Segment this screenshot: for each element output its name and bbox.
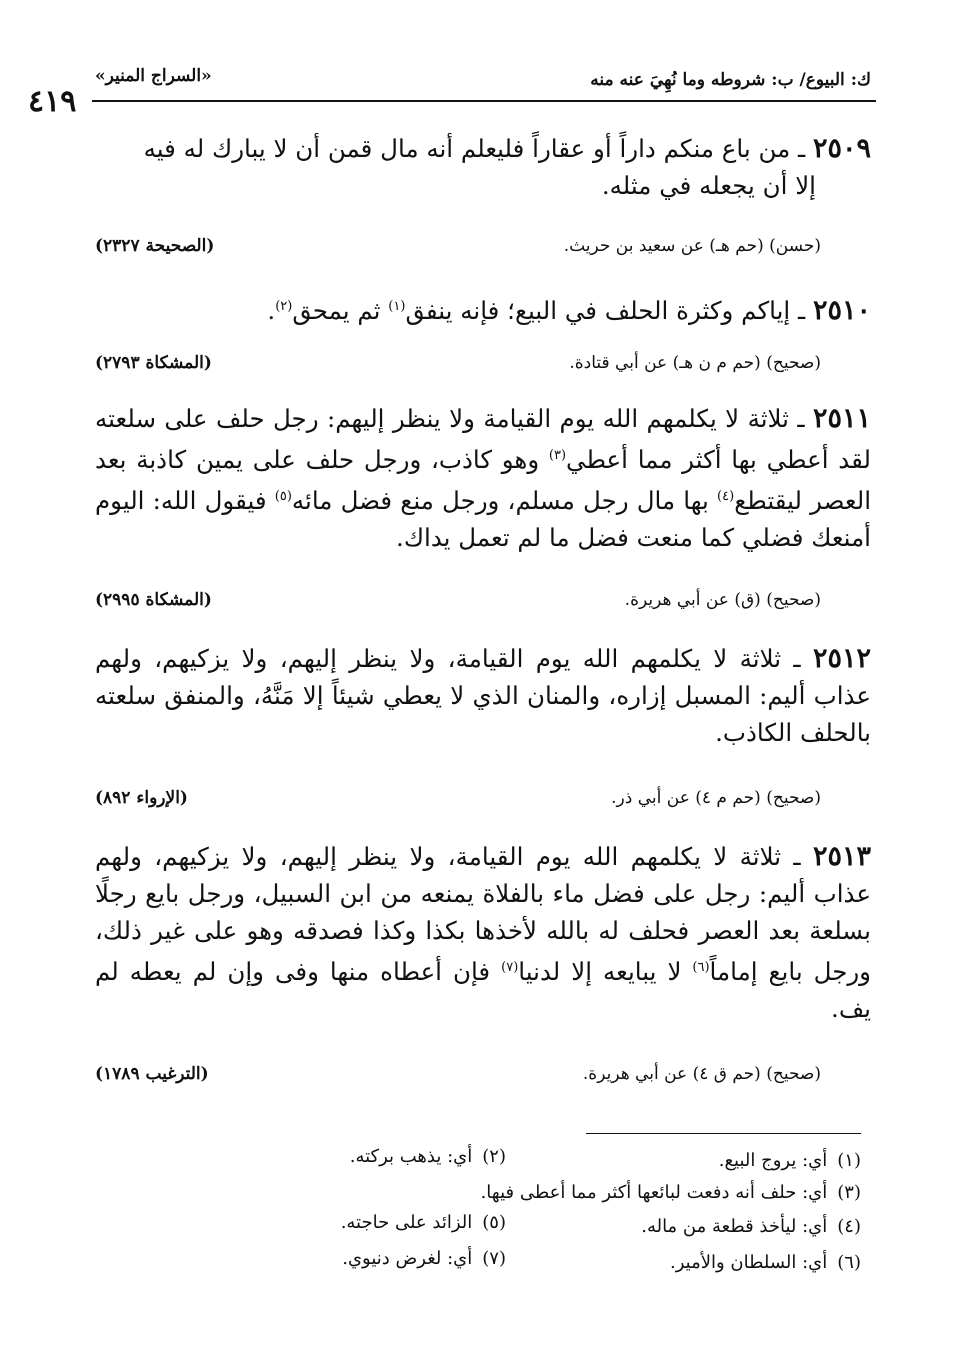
hadith-grade: (صحيح) (ق) عن أبي هريرة. [624, 590, 821, 610]
hadith-reference: (الترغيب ١٧٨٩) [95, 1064, 209, 1084]
footnote-ref[interactable]: (١) [388, 299, 406, 314]
footnote-text: الزائد على حاجته. [340, 1212, 473, 1233]
hadith-dash: ـ [790, 296, 806, 326]
hadith-2509 [95, 130, 871, 204]
footnote-4 [641, 1216, 861, 1237]
hadith-text: . [267, 296, 276, 326]
footnote-3 [481, 1182, 861, 1203]
footnote-text: أي: لغرض دنيوي. [342, 1248, 473, 1269]
footnote-mark: (٦) [837, 1252, 861, 1273]
hadith-dash: ـ [788, 404, 805, 433]
hadith-text: ثلاثة لا يكلمهم الله يوم القيامة ولا ينظر إليهم: رجل حلف على سلعته لقد أعطي بها أكثر مما أعطي [95, 404, 871, 475]
footnote-1 [719, 1150, 861, 1171]
hadith-text: بها مال رجل مسلم، ورجل منع فضل مائه [291, 486, 718, 516]
chapter-heading: ك: البيوع/ ب: شروطه وما نُهِيَ عنه منه [590, 70, 871, 90]
hadith-text-continued: إلا أن يجعله في مثله. [601, 171, 816, 200]
hadith-2511 [95, 400, 871, 556]
footnote-ref[interactable]: (٣) [548, 448, 567, 463]
hadith-2513 [95, 838, 871, 1027]
footnote-ref[interactable]: (٤) [717, 489, 735, 505]
footnote-ref[interactable]: (٢) [275, 299, 293, 314]
footnote-mark: (٣) [837, 1182, 861, 1203]
footnote-text: أي: ليأخذ قطعة من ماله. [641, 1216, 828, 1237]
grade-line-2509 [95, 236, 871, 266]
hadith-number: ٢٥١١ [813, 403, 872, 434]
hadith-2512 [95, 640, 871, 751]
hadith-text: فإن أعطاه منها وفى وإن لم يعطه لم يف. [95, 957, 871, 1024]
hadith-text: ثلاثة لا يكلمهم الله يوم القيامة، ولا ينظر إليهم، ولا يزكيهم، ولهم عذاب أليم: رجل على فضل ماء بالفلاة يمنعه من ابن السبيل، ورجل بايع رجلًا بسلعة بعد العصر فحلف له بالله لأخذها بكذا وكذا فصدقه وهو على غير ذلك، ورجل بايع إماماً [95, 842, 871, 987]
hadith-text: من باع منكم داراً أو عقاراً فليعلم أنه مال قمن أن لا يبارك له فيه [143, 134, 791, 163]
hadith-text: لا يبايعه إلا لدنيا [518, 957, 693, 987]
footnote-mark: (٥) [482, 1212, 506, 1233]
footnote-ref[interactable]: (٧) [501, 960, 519, 975]
footnote-mark: (٢) [482, 1146, 506, 1167]
hadith-text: ثم يمحق [292, 296, 389, 326]
footnote-6 [670, 1252, 861, 1273]
hadith-2510 [95, 288, 871, 329]
hadith-dash: ـ [790, 134, 806, 163]
hadith-grade: (حسن) (حم هـ) عن سعيد بن حريث. [563, 236, 821, 256]
hadith-text: فيقول الله: اليوم أمنعك فضلي كما منعت فضل ما لم تعمل يداك. [95, 486, 871, 553]
footnote-7 [342, 1248, 506, 1269]
footnote-divider [586, 1133, 861, 1134]
hadith-reference: (المشكاة ٢٧٩٣) [95, 353, 212, 373]
footnote-ref[interactable]: (٥) [274, 489, 292, 505]
footnote-ref[interactable]: (٦) [692, 960, 710, 975]
footnote-mark: (٧) [482, 1248, 506, 1269]
hadith-reference: (الإرواء ٨٩٢) [95, 788, 188, 808]
grade-line-2513 [95, 1064, 871, 1094]
hadith-grade: (صحيح) (حم م ن هـ) عن أبي قتادة. [569, 353, 821, 373]
footnote-5 [341, 1212, 506, 1233]
footnote-mark: (١) [837, 1150, 861, 1171]
grade-line-2512 [95, 788, 871, 818]
hadith-number: ٢٥١٢ [812, 643, 871, 674]
grade-line-2510 [95, 353, 871, 383]
header-divider [92, 100, 876, 102]
book-title: «السراج المنير» [95, 66, 212, 86]
hadith-number: ٢٥٠٩ [812, 133, 871, 164]
footnote-text: أي: يذهب بركته. [349, 1146, 473, 1167]
hadith-number: ٢٥١٠ [812, 295, 871, 327]
footnote-text: أي: حلف أنه دفعت لبائعها أكثر مما أعطى فيها. [480, 1182, 828, 1203]
hadith-reference: (المشكاة ٢٩٩٥) [95, 590, 212, 610]
hadith-text: وهو كاذب، ورجل حلف على يمين كاذبة بعد العصر ليقتطع [95, 445, 871, 516]
grade-line-2511 [95, 590, 871, 620]
hadith-grade: (صحيح) (حم ق ٤) عن أبي هريرة. [582, 1064, 821, 1084]
hadith-number: ٢٥١٣ [812, 841, 871, 872]
footnote-mark: (٤) [837, 1216, 861, 1237]
hadith-dash: ـ [781, 842, 801, 871]
hadith-grade: (صحيح) (حم م ٤) عن أبي ذر. [611, 788, 821, 808]
footnote-text: أي: السلطان والأمير. [670, 1252, 828, 1273]
footnote-2 [350, 1146, 506, 1167]
hadith-dash: ـ [781, 644, 801, 673]
page-number: ٤١٩ [28, 84, 77, 119]
hadith-text: ثلاثة لا يكلمهم الله يوم القيامة، ولا ينظر إليهم، ولا يزكيهم، ولهم عذاب أليم: المسبل إزاره، والمنان الذي لا يعطي شيئاً إلا مَنَّهُ، والمنفق سلعته بالحلف الكاذب. [95, 644, 871, 747]
hadith-reference: (الصحيحة ٢٣٢٧) [95, 236, 215, 256]
footnote-text: أي: يروج البيع. [718, 1150, 828, 1171]
hadith-text: إياكم وكثرة الحلف في البيع؛ فإنه ينفق [405, 296, 791, 326]
